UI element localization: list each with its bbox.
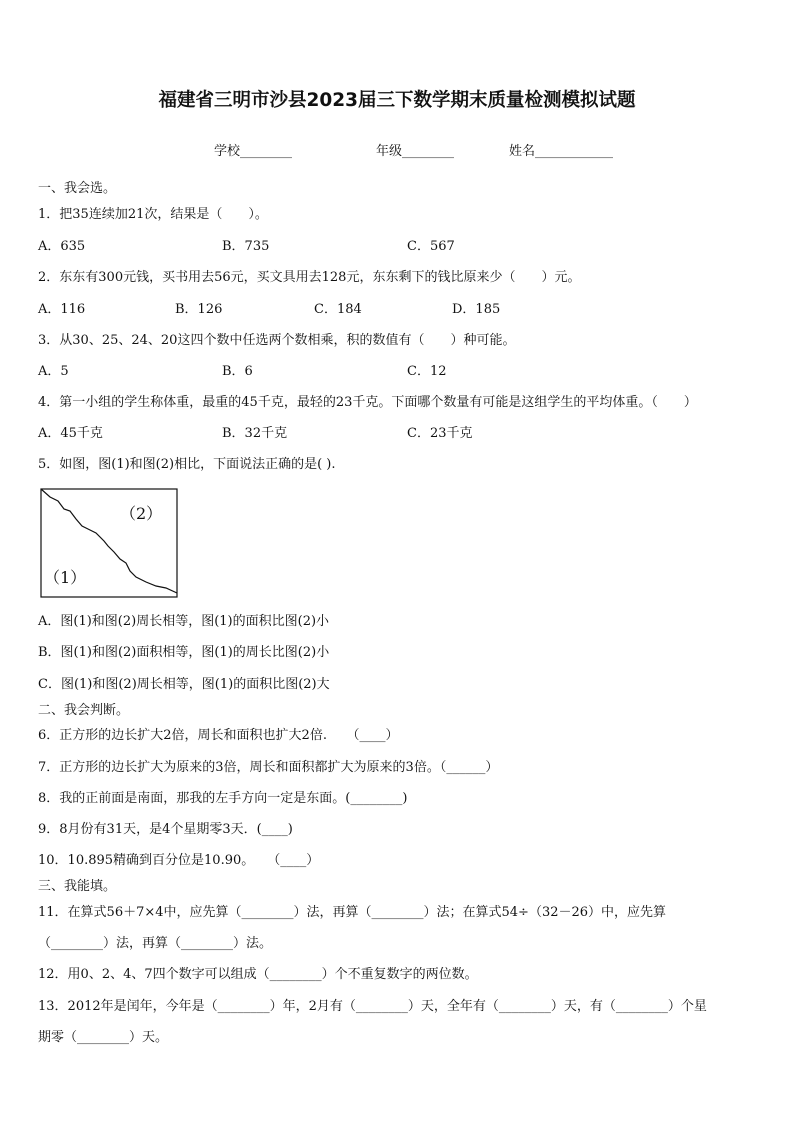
area-perimeter-figure (40, 488, 180, 600)
figure-label-2: （2） (120, 504, 163, 523)
q4-option-c: C．23千克 (407, 426, 473, 441)
q4-option-a: A．45千克 (38, 426, 103, 441)
section-heading-fill: 三、我能填。 (38, 879, 117, 894)
question-9: 9．8月份有31天，是4个星期零3天．(____) (38, 822, 293, 837)
q3-option-b: B．6 (222, 364, 253, 379)
question-1: 1．把35连续加21次，结果是（ ）。 (38, 207, 268, 222)
question-12: 12．用0、2、4、7四个数字可以组成（________）个不重复数字的两位数。 (38, 967, 478, 982)
q2-option-d: D．185 (452, 302, 501, 317)
q2-option-c: C．184 (314, 302, 362, 317)
question-7: 7．正方形的边长扩大为原来的3倍，周长和面积都扩大为原来的3倍。（______） (38, 760, 499, 775)
q1-option-b: B．735 (222, 239, 270, 254)
question-10: 10．10.895精确到百分位是10.90。 （____） (38, 853, 320, 868)
q1-option-c: C．567 (407, 239, 455, 254)
question-4: 4．第一小组的学生称体重，最重的45千克，最轻的23千克。下面哪个数量有可能是这组学生的平均体重。（ ） (38, 395, 697, 410)
question-3: 3．从30、25、24、20这四个数中任选两个数相乘，积的数值有（ ）种可能。 (38, 333, 516, 348)
q3-option-a: A．5 (38, 364, 69, 379)
question-2: 2．东东有300元钱，买书用去56元，买文具用去128元，东东剩下的钱比原来少（ ）元。 (38, 270, 581, 285)
question-8: 8．我的正前面是南面，那我的左手方向一定是东面。(________) (38, 791, 408, 806)
q5-option-a: A．图(1)和图(2)周长相等，图(1)的面积比图(2)小 (38, 614, 330, 629)
question-5: 5．如图，图(1)和图(2)相比，下面说法正确的是( ). (38, 457, 336, 472)
q2-option-a: A．116 (38, 302, 86, 317)
section-heading-choice: 一、我会选。 (38, 181, 117, 196)
question-11-line-1: 11．在算式56＋7×4中，应先算（________）法，再算（________）法；在算式54÷（32－26）中，应先算 (38, 905, 667, 920)
question-13-line-1: 13．2012年是闰年，今年是（________）年，2月有（________）天，全年有（________）天，有（________）个星 (38, 999, 707, 1014)
school-field: 学校________ (214, 144, 293, 159)
q3-option-c: C．12 (407, 364, 447, 379)
grade-field: 年级________ (376, 144, 455, 159)
q2-option-b: B．126 (175, 302, 223, 317)
question-11-line-2: （________）法，再算（________）法。 (38, 936, 273, 951)
figure-label-1: （1） (44, 568, 87, 587)
section-heading-judge: 二、我会判断。 (38, 703, 130, 718)
question-13-line-2: 期零（________）天。 (38, 1030, 169, 1045)
q5-option-c: C．图(1)和图(2)周长相等，图(1)的面积比图(2)大 (38, 677, 330, 692)
name-field: 姓名____________ (509, 144, 614, 159)
q5-option-b: B．图(1)和图(2)面积相等，图(1)的周长比图(2)小 (38, 645, 330, 660)
question-6: 6．正方形的边长扩大2倍，周长和面积也扩大2倍. （____） (38, 728, 399, 743)
q1-option-a: A．635 (38, 239, 86, 254)
page-title: 福建省三明市沙县2023届三下数学期末质量检测模拟试题 (158, 90, 636, 111)
q4-option-b: B．32千克 (222, 426, 288, 441)
